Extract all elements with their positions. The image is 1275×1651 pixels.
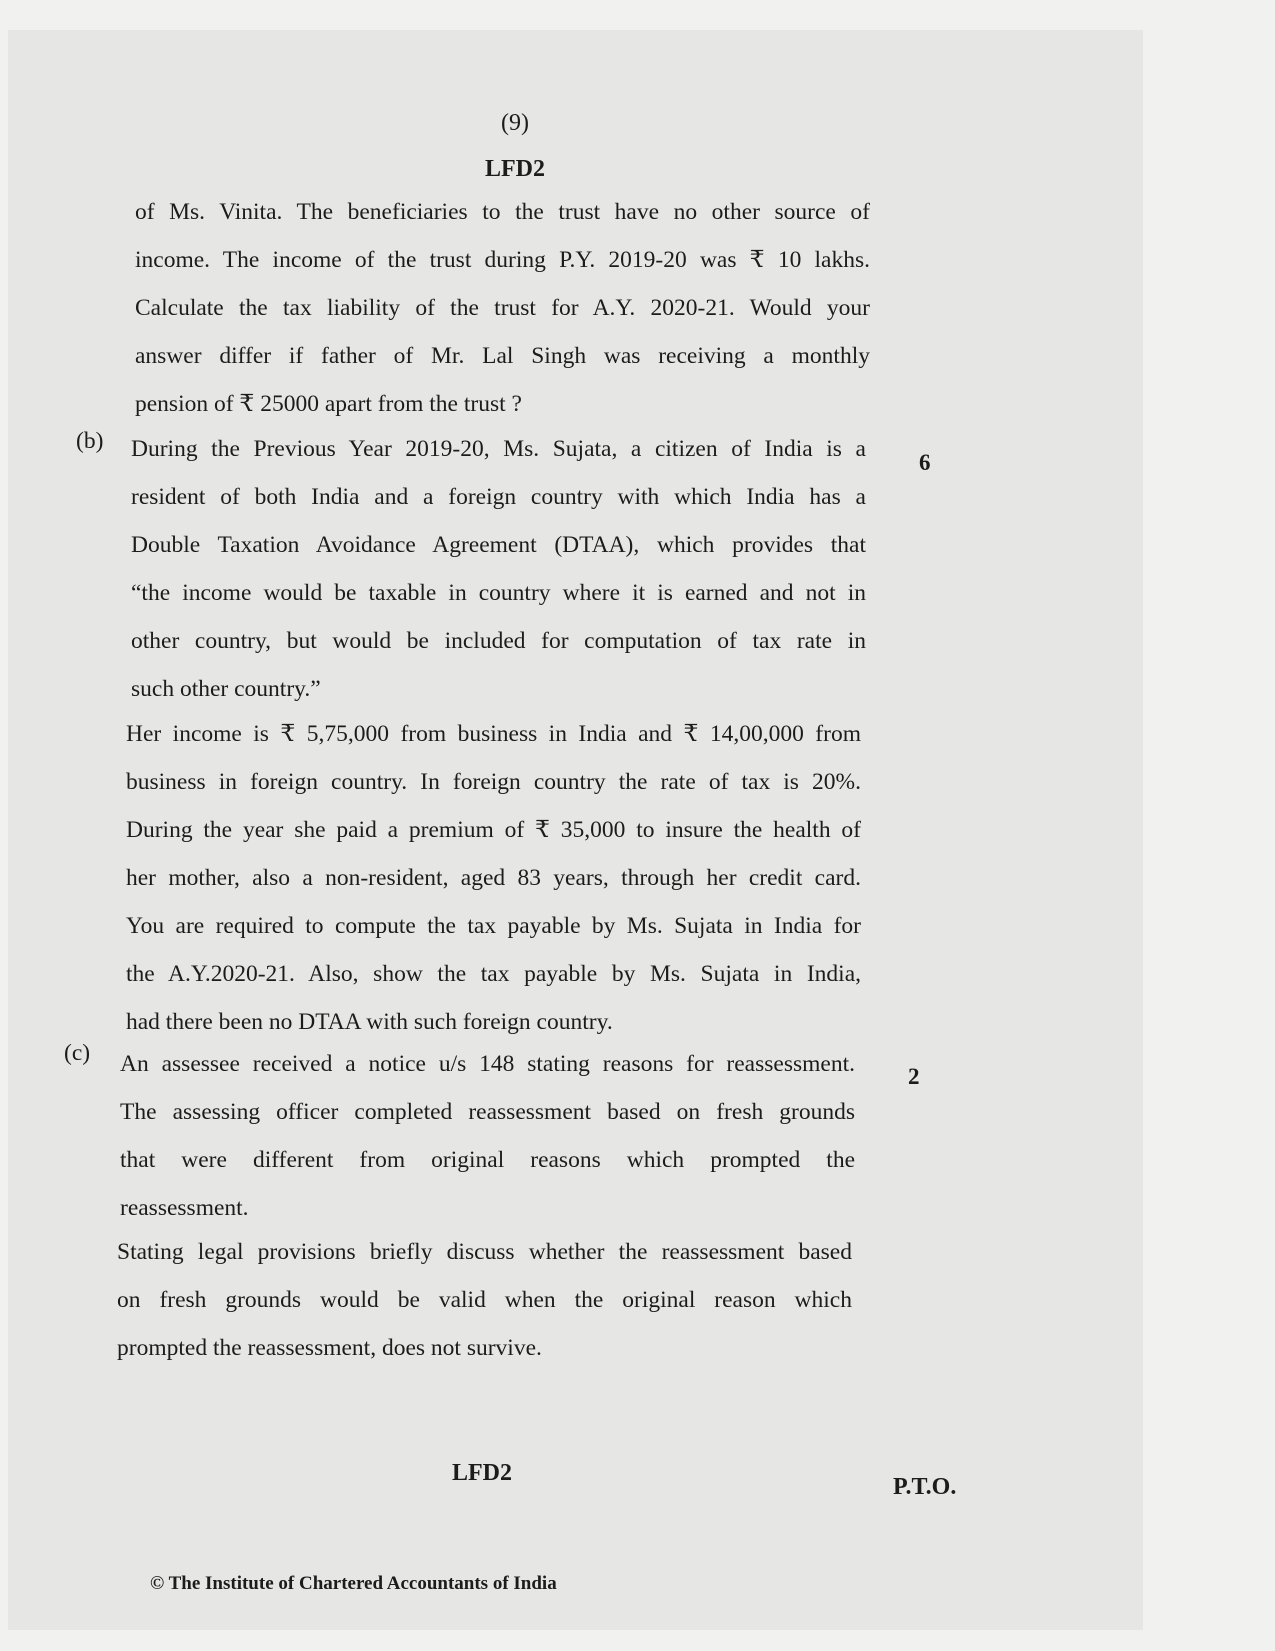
text-line: “the income would be taxable in country where it is earned and not in (131, 580, 866, 606)
copyright-notice: © The Institute of Chartered Accountants of India (150, 1573, 557, 1594)
text-line: of Ms. Vinita. The beneficiaries to the trust have no other source of (135, 199, 870, 225)
text-line: other country, but would be included for computation of tax rate in (131, 628, 866, 654)
text-line: had there been no DTAA with such foreign country. (126, 1009, 613, 1035)
paper-code-header: LFD2 (485, 156, 545, 182)
text-line: Double Taxation Avoidance Agreement (DTAA), which provides that (131, 532, 866, 558)
question-b-label: (b) (76, 428, 104, 454)
question-c-paragraph-1 (120, 1040, 855, 1232)
question-b-paragraph-1 (131, 425, 866, 713)
paper-code-footer: LFD2 (452, 1460, 512, 1486)
text-line: resident of both India and a foreign country with which India has a (131, 484, 866, 510)
question-b-paragraph-2 (126, 710, 861, 1046)
text-line: The assessing officer completed reassessment based on fresh grounds (120, 1099, 855, 1125)
text-line: prompted the reassessment, does not survive. (117, 1335, 542, 1361)
text-line: business in foreign country. In foreign country the rate of tax is 20%. (126, 769, 861, 795)
text-line: her mother, also a non-resident, aged 83 years, through her credit card. (126, 865, 861, 891)
text-line: income. The income of the trust during P.Y. 2019-20 was ₹ 10 lakhs. (135, 247, 870, 273)
question-c-paragraph-2 (117, 1228, 852, 1372)
text-line: pension of ₹ 25000 apart from the trust ? (135, 391, 522, 417)
question-b-marks: 6 (919, 450, 931, 475)
question-a-continuation (135, 188, 870, 428)
page-number: (9) (501, 110, 529, 136)
text-line: such other country.” (131, 676, 321, 702)
text-line: on fresh grounds would be valid when the original reason which (117, 1287, 852, 1313)
text-line: Stating legal provisions briefly discuss whether the reassessment based (117, 1239, 852, 1265)
text-line: You are required to compute the tax payable by Ms. Sujata in India for (126, 913, 861, 939)
text-line: An assessee received a notice u/s 148 stating reasons for reassessment. (120, 1051, 855, 1077)
question-c-label: (c) (64, 1040, 91, 1066)
text-line: answer differ if father of Mr. Lal Singh was receiving a monthly (135, 343, 870, 369)
text-line: During the Previous Year 2019-20, Ms. Sujata, a citizen of India is a (131, 436, 866, 462)
text-line: During the year she paid a premium of ₹ 35,000 to insure the health of (126, 817, 861, 843)
question-c-marks: 2 (908, 1064, 920, 1089)
text-line: that were different from original reasons which prompted the (120, 1147, 855, 1173)
text-line: reassessment. (120, 1195, 249, 1221)
text-line: Calculate the tax liability of the trust for A.Y. 2020-21. Would your (135, 295, 870, 321)
pto-marker: P.T.O. (893, 1474, 957, 1500)
text-line: Her income is ₹ 5,75,000 from business in India and ₹ 14,00,000 from (126, 721, 861, 747)
text-line: the A.Y.2020-21. Also, show the tax payable by Ms. Sujata in India, (126, 961, 861, 987)
